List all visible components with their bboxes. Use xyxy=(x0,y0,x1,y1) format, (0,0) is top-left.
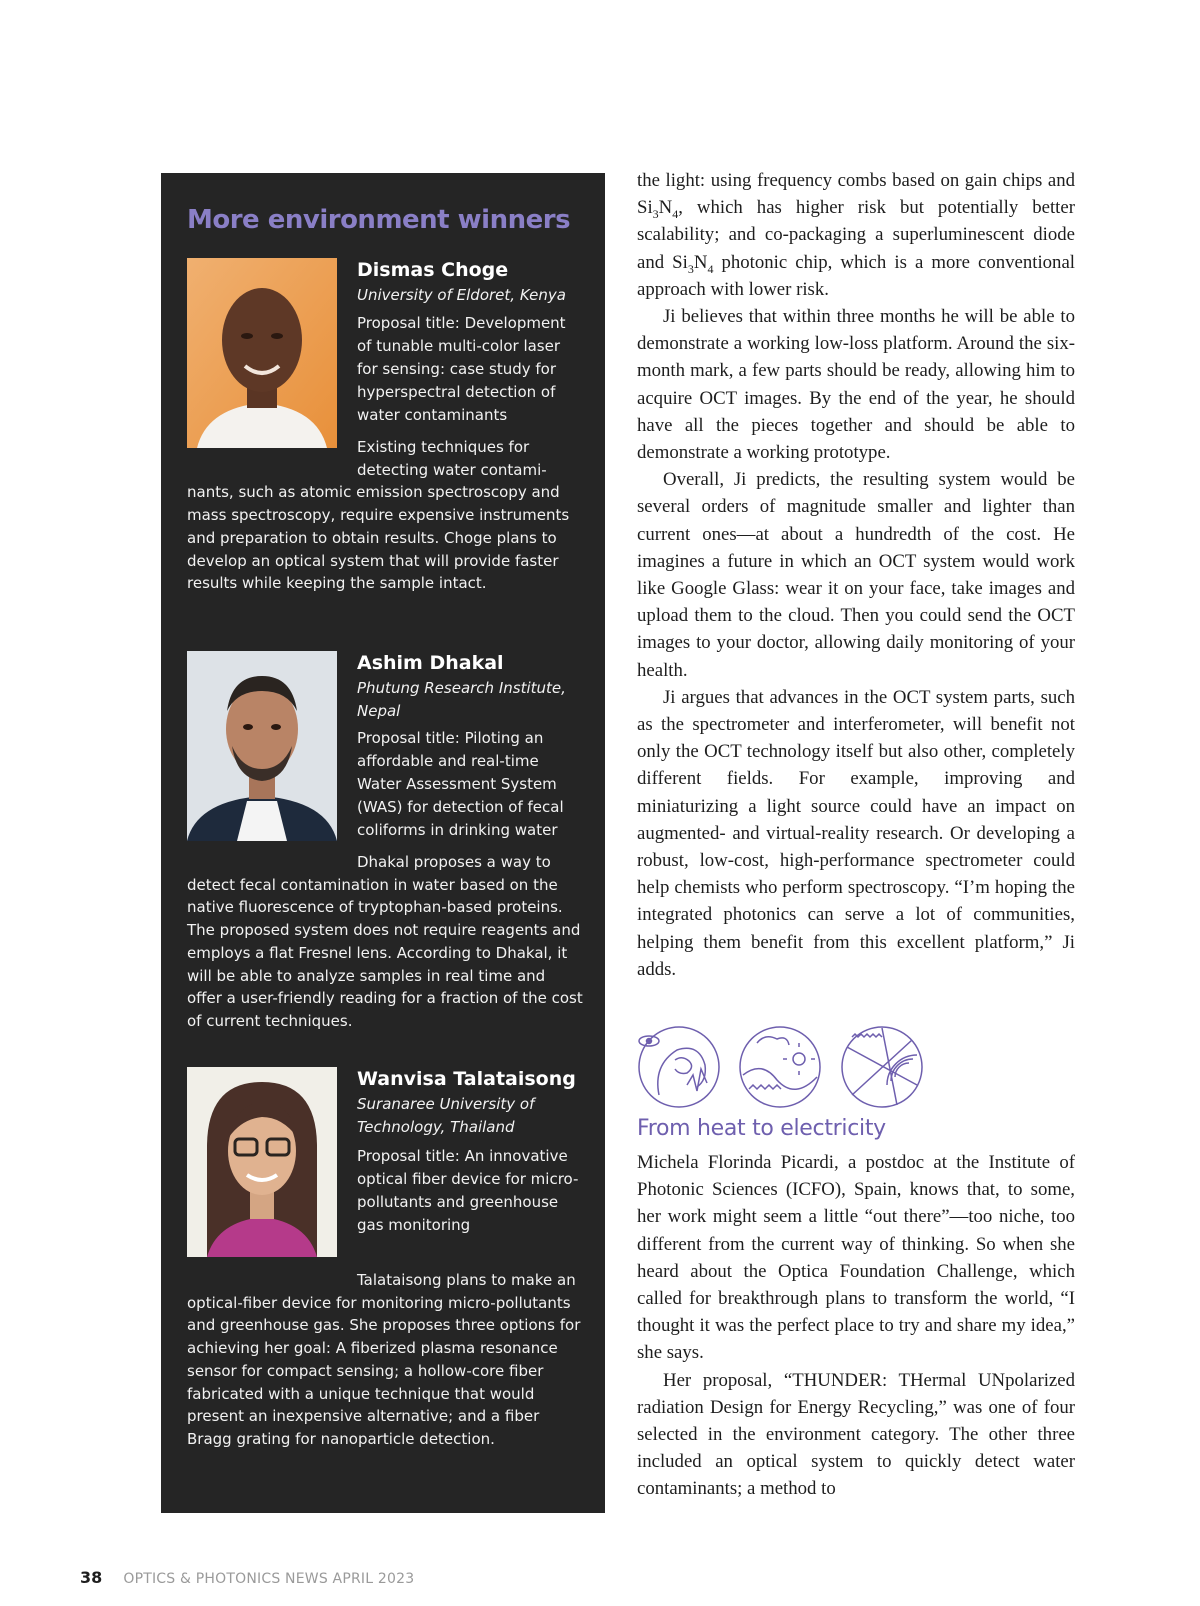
winner-proposal-title: Proposal title: Piloting an affordable and real-time Water Assessment System (WAS) for detection of fecal coliforms in drinking water xyxy=(357,729,564,839)
winner-photo xyxy=(187,651,337,841)
winner-description xyxy=(187,1269,583,1451)
section-heading: From heat to electricity xyxy=(637,1116,886,1141)
winner-card-choge xyxy=(187,258,583,618)
article-paragraph: Overall, Ji predicts, the resulting system would be several orders of magnitude smaller and lighter than current ones—at about a hundredth of the cost. He imagines a future in which an OCT system would work like Google Glass: wear it on your face, take images and upload them to the cloud. Then you could send the OCT images to your doctor, allowing daily monitoring of your health. xyxy=(637,469,1075,681)
winner-name: Dismas Choge xyxy=(357,259,509,281)
winner-card-dhakal xyxy=(187,651,583,1041)
winner-affiliation: University of Eldoret, Kenya xyxy=(357,286,566,304)
winner-photo xyxy=(187,1067,337,1257)
winner-description xyxy=(187,436,583,595)
page-footer xyxy=(80,1568,414,1587)
winner-name: Wanvisa Talataisong xyxy=(357,1068,576,1090)
article-paragraph: Michela Florinda Picardi, a postdoc at the Institute of Photonic Sciences (ICFO), Spain, knows that, to some, her work might seem a little “out there”—too niche, too different from the current way of thinking. So when she heard about the Optica Foundation Challenge, which called for breakthrough plans to transform the world, “I thought it was the perfect place to try and share my idea,” she says. xyxy=(637,1152,1075,1364)
winner-card-talataisong xyxy=(187,1067,583,1487)
article-paragraph: the light: using frequency combs based on gain chips and $Si_3N_4$, which has higher risk but potentially better scalability; and co-packaging a superluminescent diode and $Si_3N_4$ photonic chip, which is a more conventional approach with lower risk. xyxy=(637,170,1076,300)
sidebar-title: More environment winners xyxy=(187,205,571,235)
article-paragraph: Her proposal, “THUNDER: THermal UNpolarized radiation Design for Energy Recycling,” was one of four selected in the environment category. The other three included an optical system to quickly detect water contaminants; a method to xyxy=(637,1369,1075,1500)
winner-name: Ashim Dhakal xyxy=(357,652,504,674)
article-paragraph: Ji argues that advances in the OCT system parts, such as the spectrometer and interferometer, will benefit not only the OCT technology itself but also other, completely different fields. For example, improving and miniaturizing a light source could have an impact on augmented- and virtual-reality research. Or developing a robust, low-cost, high-performance spectrometer could help chemists who perform spectroscopy. “I’m hoping the integrated photonics can serve a lot of communities, helping them benefit from this excellent platform,” Ji adds. xyxy=(637,686,1075,980)
winner-affiliation: Phutung Research Institute, Nepal xyxy=(357,679,566,720)
page-number: 38 xyxy=(80,1568,103,1587)
winner-description-text: Dhakal proposes a way to detect fecal contamination in water based on the native fluorescence of tryptophan-based proteins. The proposed system does not require reagents and employs a flat Fresnel lens. According to Dhakal, it will be able to analyze samples in real time and offer a user-friendly reading for a fraction of the cost of current techniques. xyxy=(187,853,583,1030)
publication-name: OPTICS & PHOTONICS NEWS APRIL 2023 xyxy=(123,1571,415,1587)
winner-affiliation: Suranaree University of Technology, Thailand xyxy=(357,1095,535,1136)
winner-description xyxy=(187,851,583,1033)
winner-description-text: Talataisong plans to make an optical-fiber device for monitoring micro-pollutants and greenhouse gas. She proposes three options for achieving her goal: A fiberized plasma resonance sensor for compact sensing; a hollow-core fiber fabricated with a unique technique that would present an inexpensive alternative; and a fiber Bragg grating for nanoparticle detection. xyxy=(187,1271,581,1448)
article-paragraph: Ji believes that within three months he will be able to demonstrate a working low-loss platform. Around the six-month mark, a few parts should be ready, allowing him to acquire OCT images. By the end of the year, he should have all the pieces together and should be able to demonstrate a working prototype. xyxy=(637,306,1075,464)
article-column-top xyxy=(637,167,1075,983)
winner-description-text: Existing techniques for detecting water contaminants, such as atomic emission spectroscopy and mass spectroscopy, require expensive instruments and preparation to obtain results. Choge plans to develop an optical system that will provide faster results while keeping the sample intact. xyxy=(187,438,570,593)
environment-illustrations xyxy=(637,1025,937,1109)
winner-proposal-title: Proposal title: An innovative optical fiber device for micro-pollutants and greenhouse gas monitoring xyxy=(357,1147,579,1234)
winner-proposal-title: Proposal title: Development of tunable multi-color laser for sensing: case study for hyperspectral detection of water contaminants xyxy=(357,314,566,424)
winners-sidebar xyxy=(161,173,605,1513)
article-column-bottom xyxy=(637,1149,1075,1503)
winner-photo xyxy=(187,258,337,448)
